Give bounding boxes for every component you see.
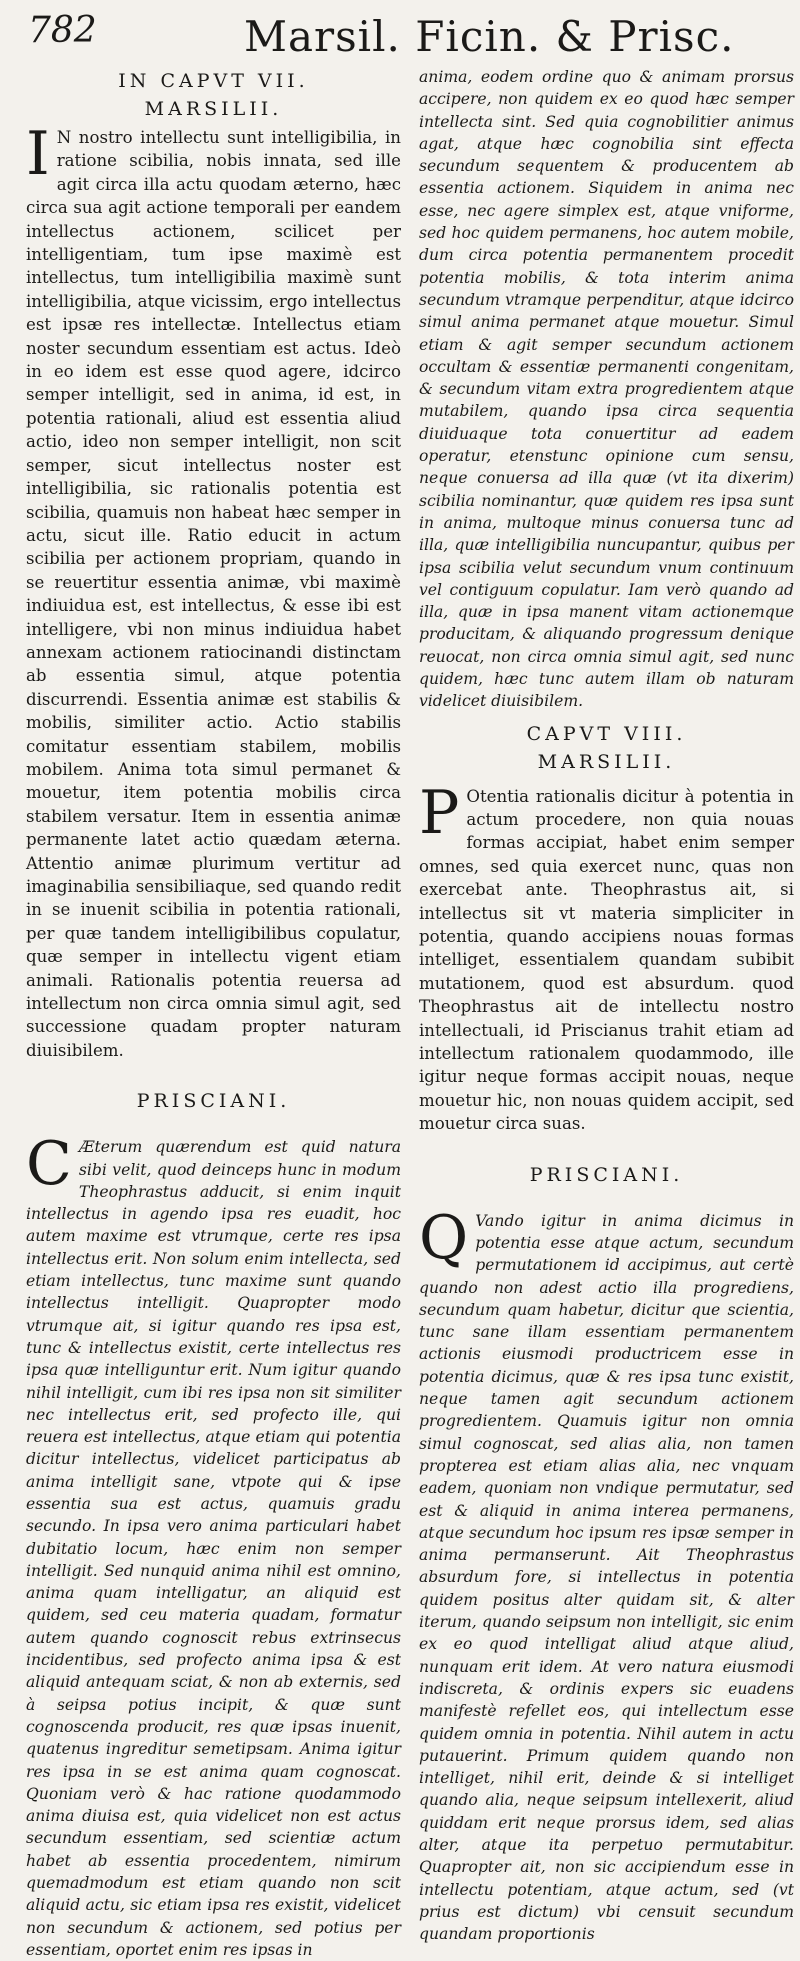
- drop-cap: P: [419, 777, 460, 848]
- left-column: [26, 66, 401, 1961]
- chapter-heading: IN CAPVT VII.: [118, 70, 309, 92]
- commentary-priscian-ch8: [419, 1202, 794, 1946]
- page-number: 782: [28, 10, 97, 51]
- author-heading-marsilius: MARSILII.: [144, 98, 283, 120]
- priscian-continuation: anima, eodem ordine quo & animam prorsus accipere, non quidem ex eo quod hæc semper intellecta sint. Sed quia cognobilitier animus agat, atque hæc cognobilia sint effecta secundum sequentem & producentem ab essentia actionem. Siquidem in anima nec esse, nec agere simplex est, atque vniforme, sed hoc quidem permanens, hoc autem mobile, dum circa potentia permanentem procedit potentia mobilis, & tota interim anima secundum vtramque perpenditur, atque idcirco simul anima permanet atque mouetur. Simul etiam & agit semper secundum actionem occultam & essentiæ permanenti congenitam, & secundum vitam extra progredientem atque mutabilem, quando ipsa circa sequentia diuiduaque tota conuertitur ad eadem operatur, etenstunc opinione cum sensu, neque conuersa ad illa quæ (vt ita dixerim) scibilia nominantur, quæ quidem res ipsa sunt in anima, multoque minus conuersa tunc ad illa, quæ intelligibilia nuncupantur, quibus per ipsa scibilia velut secundum vnum continuum vel contiguum copulatur. Iam verò quando ad illa, quæ in ipsa manent vitam actionemque producitam, & aliquando progressum denique reuocat, non circa omnia simul agit, sed nunc quidem, hæc tunc autem illam ob naturam videlicet diuisibilem.: [419, 68, 794, 711]
- author-heading-priscian: PRISCIANI.: [529, 1163, 684, 1186]
- drop-cap: Q: [419, 1202, 469, 1273]
- paragraph-text: Otentia rationalis dicitur à potentia in actum procedere, non quia nouas formas accipiat, habet enim semper omnes, sed quia exercet nunc, quas non exercebat ante. Theophrastus ait, si intellectus sit vt materia simpliciter in potentia, quando accipiens nouas formas intelliget, essentialem quandam subibit mutationem, quod est absurdum. quod Theophrastus ait de intellectu nostro intellectuali, id Priscianus trahit etiam ad intellectum rationalem quodammodo, ille igitur neque formas accipit nouas, neque mouetur hic, non nouas quidem accipit, sed mouetur circa suas.: [419, 786, 794, 1134]
- paragraph-text: N nostro intellectu sunt intelligibilia, in ratione scibilia, nobis innata, sed ille agit circa illa actu quodam æterno, hæc circa sua agit actione temporali per eandem intellectus actionem, scilicet per intelligentiam, tum ipse maximè est intellectus, tum intelligibilia maximè sunt intelligibilia, atque vicissim, ergo intellectus est ipsæ res intellectæ. Intellectus etiam noster secundum essentiam est actus. Ideò in eo idem est esse quod agere, idcirco semper intelligit, sed in anima, id est, in potentia rationali, aliud est essentia aliud actio, ideo non semper intelligit, non scit semper, sicut intellectus noster est intelligibilia, sic rationalis potentia est scibilia, quamuis non habeat hæc semper in actu, sicut ille. Ratio educit in actum scibilia per actionem propriam, quando in se reuertitur essentia animæ, vbi maximè indiuidua est, est intellectus, & esse ibi est intelligere, vbi non minus indiuidua habet annexam actionem ratiocinandi distinctam ab essentia simul, atque potentia discurrendi. Essentia animæ est stabilis & mobilis, similiter actio. Actio stabilis comitatur essentiam stabilem, mobilis mobilem. Anima tota simul permanet & mouetur, item potentia mobilis circa stabilem versatur. Item in essentia animæ permanente latet actio quædam æterna. Attentio animæ plurimum vertitur ad imaginabilia sensibiliaque, sed quando redit in se inuenit scibilia in potentia rationali, per quæ tandem intelligibilibus copulatur, quæ semper in intellectu vigent etiam animali. Rationalis potentia reuersa ad intellectum non circa omnia simul agit, sed successione quadam propter naturam diuisibilem.: [26, 128, 401, 1060]
- drop-cap: I: [26, 119, 50, 189]
- right-column: [419, 66, 794, 1946]
- chapter-heading: CAPVT VIII.: [526, 722, 687, 745]
- paragraph-text: Vando igitur in anima dicimus in potentia esse atque actum, secundum permutationem id accipimus, aut certè quando non adest actio illa progrediens, secundum quam habetur, dicitur que scientia, tunc sane illam essentiam permanentem actionis eiusmodi productricem esse in potentia dicimus, quæ & res ipsa tunc existit, neque tamen agit secundum actionem progredientem. Quamuis igitur non omnia simul cognoscat, sed alias alia, non tamen propterea est etiam alias alia, nec vnquam eadem, quoniam non vndique permutatur, sed est & aliquid in anima interea permanens, atque secundum hoc ipsum res ipsæ semper in anima permanserunt. Ait Theophrastus absurdum fore, si intellectus in potentia quidem positus alter quidam sit, & alter iterum, quando seipsum non intelligit, sic enim ex eo quod intelligat aliud atque aliud, nunquam erit idem. At vero natura eiusmodi indiscreta, & ordinis expers sic euadens manifestè refellet eos, qui intellectum esse quidem omnia in potentia. Nihil autem in actu putauerint. Primum quidem quando non intelliget, nihil erit, deinde & si intelliget quando alia, neque seipsum intellexerit, aliud quiddam erit neque prorsus idem, sed alias alter, atque ita perpetuo permutabitur. Quapropter ait, non sic accipiendum esse in intellectu potentiam, atque actum, sed (vt prius est dictum) vbi censuit secundum quandam proportionis: [419, 1211, 794, 1944]
- commentary-marsilius-ch7: [26, 119, 401, 1062]
- commentary-marsilius-ch8: [419, 777, 794, 1136]
- commentary-priscian-ch7: [26, 1129, 401, 1961]
- paragraph-text: Æterum quærendum est quid natura sibi velit, quod deinceps hunc in modum Theophrastus adducit, si enim inquit intellectus in agendo ipsa res euadit, hoc autem maxime est vtrumque, certe res ipsa intellectus erit. Non solum enim intellecta, sed etiam intellectus, tunc maxime sunt quando intellectus intelligit. Quapropter modo vtrumque ait, si igitur quando res ipsa est, tunc & intellectus existit, certe intellectus res ipsa quæ intelliguntur erit. Num igitur quando nihil intelligit, cum ibi res ipsa non sit similiter nec intellectus erit, sed profecto ille, qui reuera est intellectus, atque etiam qui potentia dicitur intellectus, videlicet participatus ab anima intelligit sane, vtpote qui & ipse essentia sua est actus, quamuis gradu secundo. In ipsa vero anima particulari habet dubitatio locum, hæc enim non semper intelligit. Sed nunquid anima nihil est omnino, anima quam intelligatur, an aliquid est quidem, sed ceu materia quadam, formatur autem quando cognoscit rebus extrinsecus incidentibus, sed profecto anima ipsa & est aliquid antequam sciat, & non ab externis, sed à seipsa potius incipit, & quæ sunt cognoscenda producit, res quæ ipsas inuenit, quatenus ingreditur semetipsam. Anima igitur res ipsa in se est anima quam cognoscat. Quoniam verò & hac ratione quodammodo anima diuisa est, quia videlicet non est actus secundum essentiam, sed scientiæ actum habet ab essentia procedentem, nimirum quemadmodum est etiam quando non scit aliquid actu, sic etiam ipsa res existit, videlicet non secundum & actionem, sed potius per essentiam, oportet enim res ipsas in: [26, 1138, 401, 1959]
- running-head-title: Marsil. Ficin. & Prisc.: [244, 12, 735, 61]
- drop-cap: C: [26, 1129, 72, 1200]
- author-heading-marsilius: MARSILII.: [537, 750, 676, 773]
- author-heading-priscian: PRISCIANI.: [136, 1090, 291, 1113]
